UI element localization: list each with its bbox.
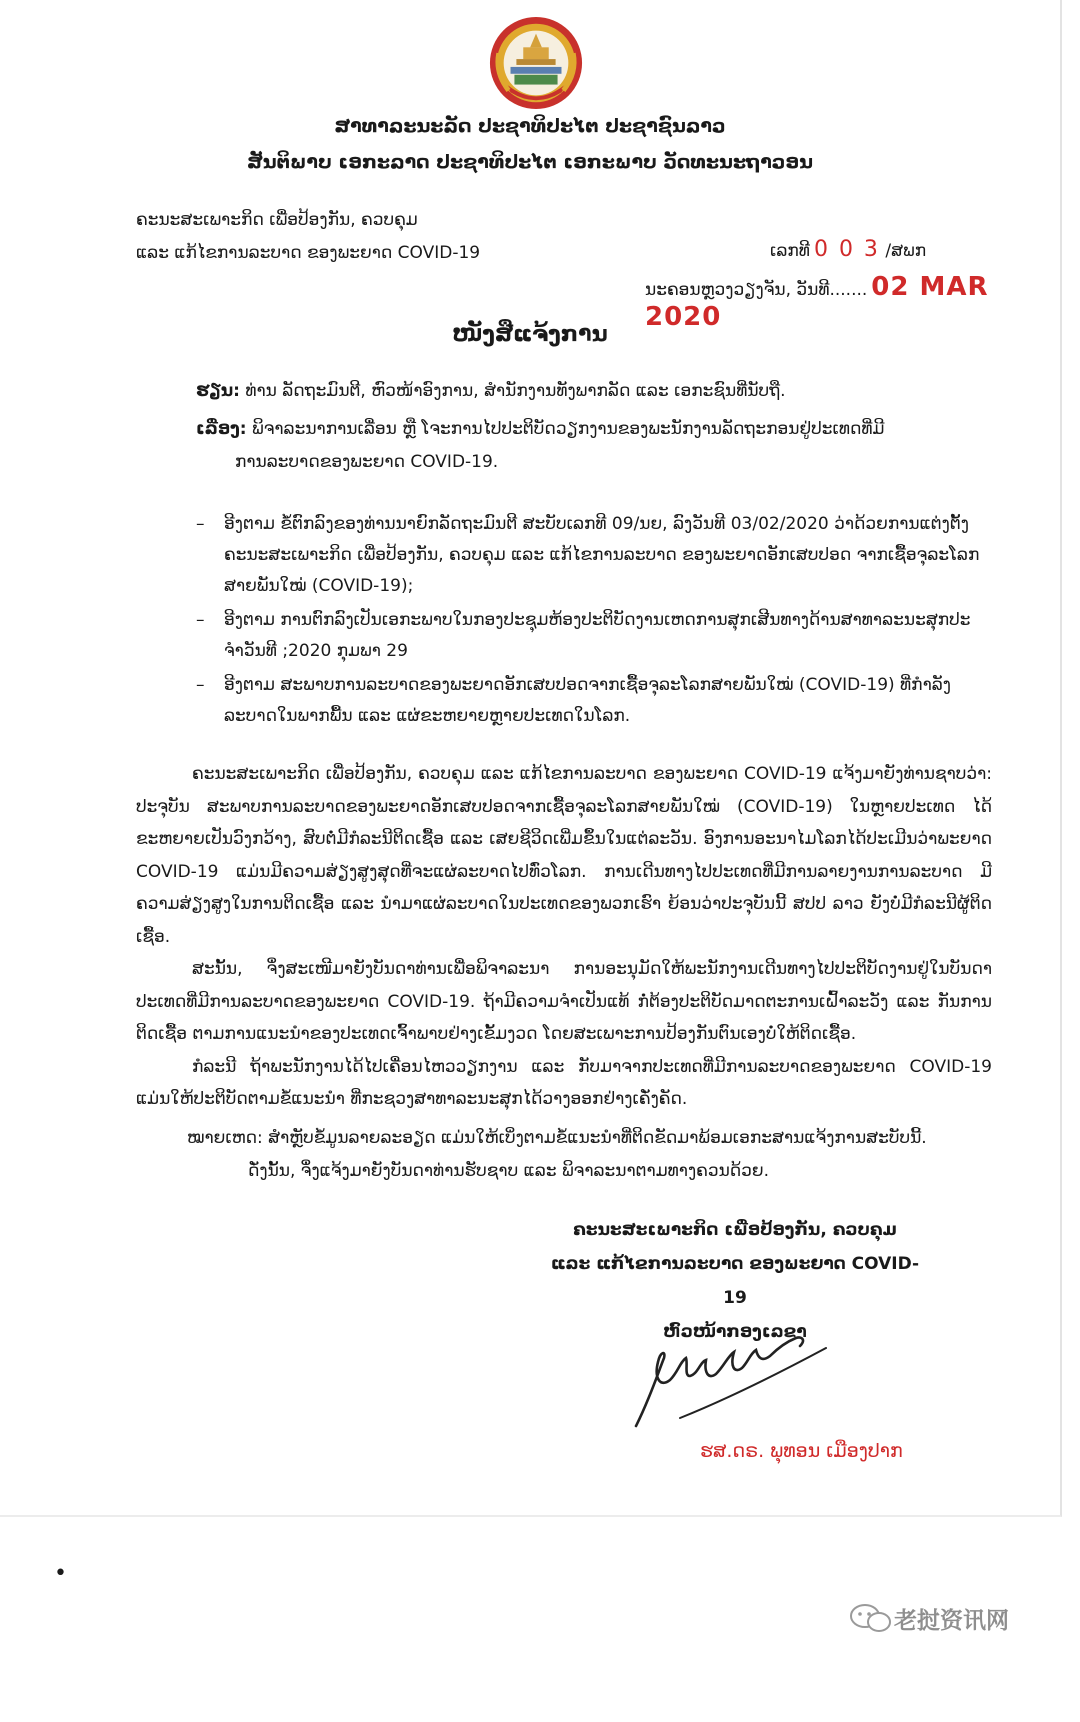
body-paragraph-1: ຄະນະສະເພາະກິດ ເພື່ອປ້ອງກັນ, ຄວບຄຸມ ແລະ ແກ້ໄຂການລະບາດ ຂອງພະຍາດ COVID-19 ແຈ້ງມາຍັງທ່ານຊາບວ່າ: ປະຈຸບັນ ສະພາບການລະບາດຂອງພະຍາດອັກເສບປອດຈາກເຊື້ອຈຸລະໂລກສາຍພັນໃໝ່ (COVID-19) ໃນຫຼາຍປະເທດ ໄດ້ຂະຫຍາຍເປັນວົງກວ້າງ, ສົບຕໍ່ມີກໍລະນີຕິດເຊື້ອ ແລະ ເສຍຊີວິດເພີ່ມຂຶ້ນໃນແຕ່ລະວັນ. ອົງການອະນາໄມໂລກໄດ້ປະເມີນວ່າພະຍາດ COVID-19 ແມ່ນມີຄວາມສ່ຽງສູງສຸດທີ່ຈະແຜ່ລະບາດໄປທົ່ວໂລກ. ການເດີນທາງໄປປະເທດທີ່ມີການລາຍງານການລະບາດ ມີຄວາມສ່ຽງສູງໃນການຕິດເຊື້ອ ແລະ ນໍາມາແຜ່ລະບາດໃນປະເທດຂອງພວກເຮົາ ຍ້ອນວ່າປະຈຸບັນນີ້ ສປປ ລາວ ຍັງບໍ່ມີກໍລະນີຜູ້ຕິດເຊື້ອ. bbox=[136, 764, 992, 947]
header-line-1: ສາທາລະນະລັດ ປະຊາທິປະໄຕ ປະຊາຊົນລາວ bbox=[334, 115, 726, 137]
document-title: ໜັງສືແຈ້ງການ bbox=[452, 322, 608, 347]
subject bbox=[196, 413, 966, 479]
committee-line-1: ຄະນະສະເພາະກິດ ເພື່ອປ້ອງກັນ, ຄວບຄຸມ bbox=[136, 210, 418, 230]
committee-name bbox=[136, 204, 480, 270]
handwritten-signature bbox=[630, 1318, 830, 1438]
note-line-2: ດັ່ງນັ້ນ, ຈຶ່ງແຈ້ງມາຍັງບັນດາທ່ານຮັບຊາບ ແລະ ພິຈາລະນາຕາມທາງຄວນດ້ວຍ. bbox=[248, 1161, 770, 1181]
header-line-2: ສັນຕິພາບ ເອກະລາດ ປະຊາທິປະໄຕ ເອກະພາບ ວັດທະນະຖາວອນ bbox=[247, 151, 813, 173]
list-item: – ອີງຕາມ ຂໍ້ຕົກລົງຂອງທ່ານນາຍົກລັດຖະມົນຕີ ສະບັບເລກທີ 09/ນຍ, ລົງວັນທີ 03/02/2020 ວ່າດ້ວຍການແຕ່ງຕັ້ງ ຄະນະສະເພາະກິດ ເພື່ອປ້ອງກັນ, ຄວບຄຸມ ແລະ ແກ້ໄຂການລະບາດ ຂອງພະຍາດອັກເສບປອດ ຈາກເຊື້ອຈຸລະໂລກສາຍພັນໃໝ່ (COVID-19); bbox=[196, 514, 980, 596]
subject-line-1: ພິຈາລະນາການເລື່ອນ ຫຼື ໂຈະການໄປປະຕິບັດວຽກງານຂອງພະນັກງານລັດຖະກອນຢູ່ປະເທດທີ່ມີ bbox=[252, 419, 885, 439]
reference-suffix: /ສພກ bbox=[885, 241, 927, 261]
notes bbox=[187, 1122, 987, 1188]
reference-text-2: ອີງຕາມ ການຕົກລົງເປັນເອກະພາບໃນກອງປະຊຸມຫ້ອງປະຕິບັດງານເຫດການສຸກເສີນທາງດ້ານສາທາລະນະສຸກປະຈໍາວັນທີ ;2020 ກຸມພາ 29 bbox=[224, 610, 971, 661]
addressee-text: ທ່ານ ລັດຖະມົນຕີ, ຫົວໜ້າອົງການ, ສໍານັກງານທັງພາກລັດ ແລະ ເອກະຊົນທີ່ນັບຖື. bbox=[245, 381, 786, 401]
signer-name: ຮສ.ດຣ. ພຸທອນ ເມືອງປາກ bbox=[700, 1440, 903, 1462]
date-stamp: 02 MAR 2020 bbox=[645, 272, 989, 332]
subject-label: ເລື່ອງ: bbox=[196, 419, 247, 439]
watermark-text: 老挝资讯网 bbox=[894, 1608, 1009, 1634]
note-line-1: ໝາຍເຫດ: ສໍາຫຼັບຂໍ້ມູນລາຍລະອຽດ ແມ່ນໃຫ້ເບິ່ງຕາມຂໍ້ແນະນໍາທີ່ຕິດຂັດມາພ້ອມເອກະສານແຈ້ງການສະບັບນີ້. bbox=[187, 1128, 927, 1148]
subject-line-2: ການລະບາດຂອງພະຍາດ COVID-19. bbox=[235, 452, 499, 472]
reference-label: ເລກທີ bbox=[770, 241, 810, 261]
reference-number-stamp: 0 0 3 bbox=[813, 237, 880, 262]
body-paragraph-3: ກໍລະນີ ຖ້າພະນັກງານໄດ້ໄປເຄື່ອນໄຫວວຽກງານ ແລະ ກັບມາຈາກປະເທດທີ່ມີການລະບາດຂອງພະຍາດ COVID-19 ແມ່ນໃຫ້ປະຕິບັດຕາມຂໍ້ແນະນໍາ ທີ່ກະຊວງສາທາລະນະສຸກໄດ້ວາງອອກຢ່າງເຄັ່ງຄັດ. bbox=[136, 1056, 992, 1109]
reference-text-1: ອີງຕາມ ຂໍ້ຕົກລົງຂອງທ່ານນາຍົກລັດຖະມົນຕີ ສະບັບເລກທີ 09/ນຍ, ລົງວັນທີ 03/02/2020 ວ່າດ້ວຍການແຕ່ງຕັ້ງ ຄະນະສະເພາະກິດ ເພື່ອປ້ອງກັນ, ຄວບຄຸມ ແລະ ແກ້ໄຂການລະບາດ ຂອງພະຍາດອັກເສບປອດ ຈາກເຊື້ອຈຸລະໂລກສາຍພັນໃໝ່ (COVID-19); bbox=[224, 514, 980, 596]
addressee bbox=[196, 381, 786, 401]
place-date-label: ນະຄອນຫຼວງວຽງຈັນ, ວັນທີ....... bbox=[645, 280, 868, 300]
list-item: – ອີງຕາມ ສະພາບການລະບາດຂອງພະຍາດອັກເສບປອດຈາກເຊື້ອຈຸລະໂລກສາຍພັນໃໝ່ (COVID-19) ທີ່ກໍາລັງລະບາດໃນພາກພື້ນ ແລະ ແຜ່ຂະຫຍາຍຫຼາຍປະເທດໃນໂລກ. bbox=[196, 675, 951, 726]
reference-text-3: ອີງຕາມ ສະພາບການລະບາດຂອງພະຍາດອັກເສບປອດຈາກເຊື້ອຈຸລະໂລກສາຍພັນໃໝ່ (COVID-19) ທີ່ກໍາລັງລະບາດໃນພາກພື້ນ ແລະ ແຜ່ຂະຫຍາຍຫຼາຍປະເທດໃນໂລກ. bbox=[224, 675, 951, 726]
reference-number bbox=[770, 237, 926, 262]
body-text bbox=[136, 758, 992, 1116]
body-paragraph-2: ສະນັ້ນ, ຈຶ່ງສະເໜີມາຍັງບັນດາທ່ານເພື່ອພິຈາລະນາ ການອະນຸມັດໃຫ້ພະນັກງານເດີນທາງໄປປະຕິບັດງານຢູ່ໃນບັນດາປະເທດທີ່ມີການລະບາດຂອງພະຍາດ COVID-19. ຖ້າມີຄວາມຈໍາເປັນແທ້ ກໍ່ຕ້ອງປະຕິບັດມາດຕະການເຝົ້າລະວັງ ແລະ ກັນການຕິດເຊື້ອ ຕາມການແນະນໍາຂອງປະເທດເຈົ້າພາບຢ່າງເຂັ້ມງວດ ໂດຍສະເພາະການປ້ອງກັນຕົນເອງບໍ່ໃຫ້ຕິດເຊື້ອ. bbox=[136, 959, 992, 1044]
page-bullet: • bbox=[54, 1561, 67, 1586]
signature-line-2: ແລະ ແກ້ໄຂການລະບາດ ຂອງພະຍາດ COVID-19 bbox=[550, 1254, 920, 1308]
signature-line-1: ຄະນະສະເພາະກິດ ເພື່ອປ້ອງກັນ, ຄວບຄຸມ bbox=[573, 1220, 897, 1240]
signature-title: ຫົວໜ້າກອງເລຂາ bbox=[663, 1322, 807, 1342]
national-emblem-icon bbox=[487, 14, 585, 112]
reference-list bbox=[196, 509, 986, 735]
addressee-label: ຮຽນ: bbox=[196, 381, 240, 401]
committee-line-2: ແລະ ແກ້ໄຂການລະບາດ ຂອງພະຍາດ COVID-19 bbox=[136, 243, 481, 263]
list-item: – ອີງຕາມ ການຕົກລົງເປັນເອກະພາບໃນກອງປະຊຸມຫ້ອງປະຕິບັດງານເຫດການສຸກເສີນທາງດ້ານສາທາລະນະສຸກປະຈໍາວັນທີ ;2020 ກຸມພາ 29 bbox=[196, 610, 971, 661]
